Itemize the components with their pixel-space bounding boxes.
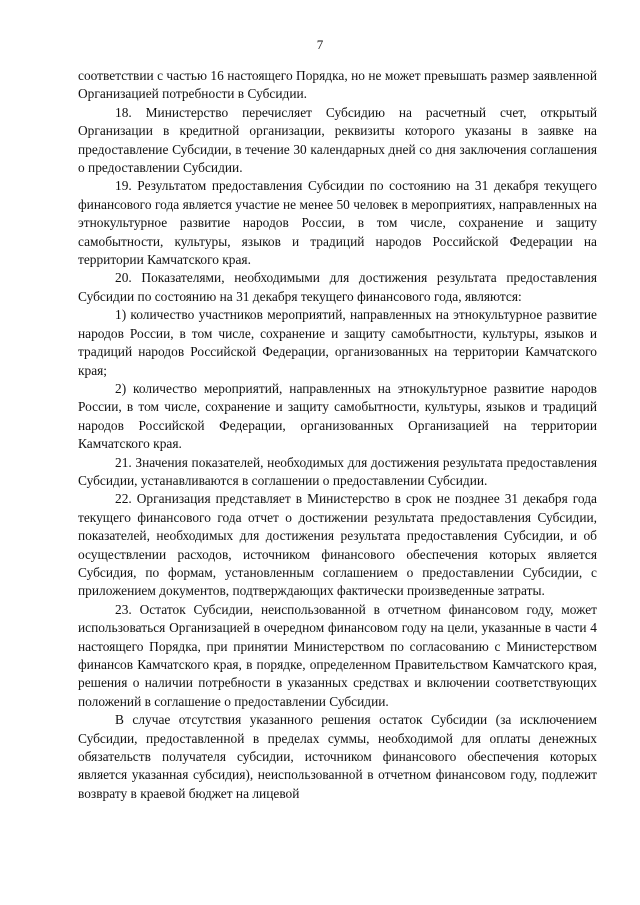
paragraph-19: 19. Результатом предоставления Субсидии по состоянию на 31 декабря текущего финансового года является участие не менее 50 человек в мероприятиях, направленных на этнокультурное развитие народов России, в том числе, сохранение и защиту самобытности, культуры, языков и традиций народов Российской Федерации на территории Камчатского края.	[78, 178, 597, 268]
page-number: 7	[316, 37, 324, 52]
paragraph-continuation: соответствии с частью 16 настоящего Порядка, но не может превышать размер заявленной Организацией потребности в Субсидии.	[78, 68, 597, 102]
paragraph-23: 23. Остаток Субсидии, неиспользованной в отчетном финансовом году, может использоваться Организацией в очередном финансовом году на цели, указанные в части 4 настоящего Порядка, при принятии Министерством по согласованию с Министерством финансов Камчатского края, в порядке, определенном Правительством Камчатского края, решения о наличии потребности в указанных средствах и включении соответствующих положений в соглашение о предоставлении Субсидии.	[78, 601, 597, 709]
paragraph-20-item-1: 1) количество участников мероприятий, направленных на этнокультурное развитие народов России, в том числе, сохранение и защиту самобытности, культуры, языков и традиций народов Российской Федерации, организованных на территории Камчатского края;	[78, 307, 597, 378]
paragraph-20-item-2: 2) количество мероприятий, направленных на этнокультурное развитие народов России, в том числе, сохранение и защиту самобытности, культуры, языков и традиций народов Российской Федерации, организованных Организацией на территории Камчатского края.	[78, 380, 597, 452]
paragraph-21: 21. Значения показателей, необходимых для достижения результата предоставления Субсидии, устанавливаются в соглашении о предоставлении Субсидии.	[78, 454, 597, 488]
paragraph-23-continuation: В случае отсутствия указанного решения остаток Субсидии (за исключением Субсидии, предоставленной в пределах суммы, необходимой для оплаты денежных обязательств получателя субсидии, источником финансового обеспечения которых является указанная субсидия), неиспользованной в отчетном финансовом году, подлежит возврату в краевой бюджет на лицевой	[78, 712, 597, 801]
paragraph-22: 22. Организация представляет в Министерство в срок не позднее 31 декабря года текущего финансового года отчет о достижении результата предоставления Субсидии, показателей, необходимых для достижения результата предоставления Субсидии, и об осуществлении расходов, источником финансового обеспечения которых является Субсидия, по формам, установленным соглашением о предоставлении Субсидии, с приложением документов, подтверждающих фактически произведенные затраты.	[78, 491, 597, 599]
paragraph-18: 18. Министерство перечисляет Субсидию на расчетный счет, открытый Организации в кредитной организации, реквизиты которого указаны в заявке на предоставление Субсидии, в течение 30 календарных дней со дня заключения соглашения о предоставлении Субсидии.	[78, 104, 597, 176]
document-body	[78, 67, 597, 803]
paragraph-20: 20. Показателями, необходимыми для достижения результата предоставления Субсидии по состоянию на 31 декабря текущего финансового года, являются:	[78, 270, 597, 304]
